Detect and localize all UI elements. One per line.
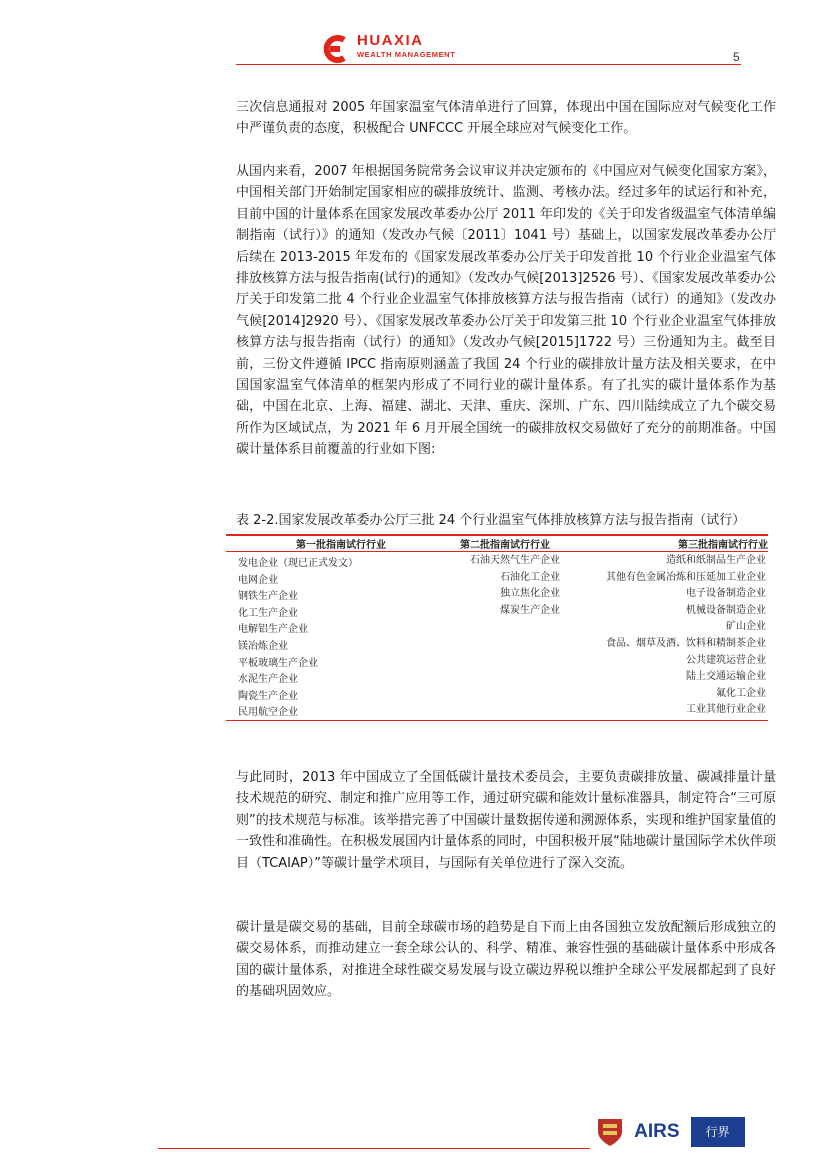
airs-logo: AIRS — [634, 1121, 680, 1142]
table-cell: 矿山企业 — [726, 621, 766, 633]
table-cell: 独立焦化企业 — [500, 588, 560, 600]
table-cell: 化工生产企业 — [238, 607, 298, 619]
table-cell: 电网企业 — [238, 574, 278, 586]
table-cell: 陆上交通运输企业 — [686, 671, 766, 683]
table-bottom-rule — [226, 720, 768, 721]
table-cell: 煤炭生产企业 — [500, 604, 560, 616]
table-cell: 钢铁生产企业 — [238, 591, 298, 603]
table-caption: 表 2-2.国家发展改革委办公厅三批 24 个行业温室气体排放核算方法与报告指南（试行） — [236, 513, 746, 528]
table-column-batch-2 — [448, 553, 560, 619]
table-cell: 电解铝生产企业 — [238, 624, 308, 636]
table-cell: 民用航空企业 — [238, 707, 298, 719]
table-column-batch-3 — [606, 553, 766, 719]
table-header-batch-3: 第三批指南试行行业 — [678, 540, 768, 551]
table-cell: 机械设备制造企业 — [686, 604, 766, 616]
footer-divider — [158, 1148, 590, 1149]
table-cell: 平板玻璃生产企业 — [238, 657, 318, 669]
paragraph-2: 从国内来看，2007 年根据国务院常务会议审议并决定颁布的《中国应对气候变化国家方案》，中国相关部门开始制定国家相应的碳排放统计、监测、考核办法。经过多年的试运行和补充，目前中国的计量体系在国家发展改革委办公厅 2011 年印发的《关于印发省级温室气体清单编制指南（试行）》的通知（发改办气候〔2011〕1041 号）基础上，以国家发展改革委办公厅后续在 2013-2015 年发布的《国家发展改革委办公厅关于印发首批 10 个行业企业温室气体排放核算方法与报告指南(试行)的通知》（发改办气候[2013]2526 号）、《国家发展改革委办公厅关于印发第二批 4 个行业企业温室气体排放核算方法与报告指南（试行）的通知》（发改办气候[2014]2920 号）、《国家发展改革委办公厅关于印发第三批 10 个行业企业温室气体排放核算方法与报告指南（试行）的通知》（发改办气候[2015]1722 号）三份通知为主。截至目前，三份文件遵循 IPCC 指南原则涵盖了我国 24 个行业的碳排放计量方法及相关要求，在中国国家温室气体清单的框架内形成了不同行业的碳计量体系。有了扎实的碳计量体系作为基础，中国在北京、上海、福建、湖北、天津、重庆、深圳、广东、四川陆续成立了九个碳交易所作为区域试点，为 2021 年 6 月开展全国统一的碳排放权交易做好了充分的前期准备。中国碳计量体系目前覆盖的行业如下图: — [236, 164, 776, 458]
table-cell: 电子设备制造企业 — [686, 588, 766, 600]
brand-name: HUAXIA — [357, 32, 424, 49]
table-cell: 造纸和纸制品生产企业 — [666, 555, 766, 566]
table-cell: 镁冶炼企业 — [238, 640, 288, 652]
footer-logos — [597, 1117, 751, 1147]
table-cell: 水泥生产企业 — [238, 674, 298, 686]
university-crest-icon — [597, 1117, 623, 1147]
table-header-rule — [226, 551, 768, 552]
paragraph-4: 碳计量是碳交易的基础，目前全球碳市场的趋势是自下而上由各国独立发放配额后形成独立的碳交易体系，而推动建立一套全球公认的、科学、精准、兼容性强的基础碳计量体系中形成各国的碳计量体系，对推进全球性碳交易发展与设立碳边界税以维护全球公平发展都起到了良好的基础巩固效应。 — [236, 920, 776, 1000]
table-cell: 其他有色金属冶炼和压延加工业企业 — [606, 571, 766, 583]
table-cell: 陶瓷生产企业 — [238, 690, 298, 702]
table-header-batch-2: 第二批指南试行行业 — [460, 540, 550, 551]
header-divider — [236, 64, 741, 65]
huaxia-logo-icon — [318, 34, 354, 64]
table-cell: 石油天然气生产企业 — [470, 555, 560, 566]
table-column-batch-1 — [238, 556, 358, 722]
table-cell: 工业其他行业企业 — [686, 704, 766, 716]
industry-table — [226, 530, 768, 720]
page-number: 5 — [733, 50, 740, 64]
table-cell: 公共建筑运营企业 — [686, 654, 766, 666]
paragraph-3: 与此同时，2013 年中国成立了全国低碳计量技术委员会，主要负责碳排放量、碳减排量计量技术规范的研究、制定和推广应用等工作，通过研究碳和能效计量标准器具，制定符合“三可原则”的技术规范与标准。该举措完善了中国碳计量数据传递和溯源体系，实现和维护国家量值的一致性和准确性。在积极发展国内计量体系的同时，中国积极开展“陆地碳计量国际学术伙伴项目（TCAIAP）”等碳计量学术项目，与国际有关单位进行了深入交流。 — [236, 770, 776, 871]
table-cell: 食品、烟草及酒、饮料和精制茶企业 — [606, 637, 766, 649]
table-cell: 氟化工企业 — [716, 687, 766, 699]
table-cell: 石油化工企业 — [500, 571, 560, 583]
brand-subtitle: WEALTH MANAGEMENT — [357, 50, 456, 59]
table-cell: 发电企业（现已正式发文） — [238, 558, 358, 569]
table-header-batch-1: 第一批指南试行行业 — [296, 540, 386, 551]
xingjie-logo: 行界 — [691, 1117, 745, 1147]
paragraph-1: 三次信息通报对 2005 年国家温室气体清单进行了回算，体现出中国在国际应对气候变化工作中严谨负责的态度，积极配合 UNFCCC 开展全球应对气候变化工作。 — [236, 100, 776, 137]
